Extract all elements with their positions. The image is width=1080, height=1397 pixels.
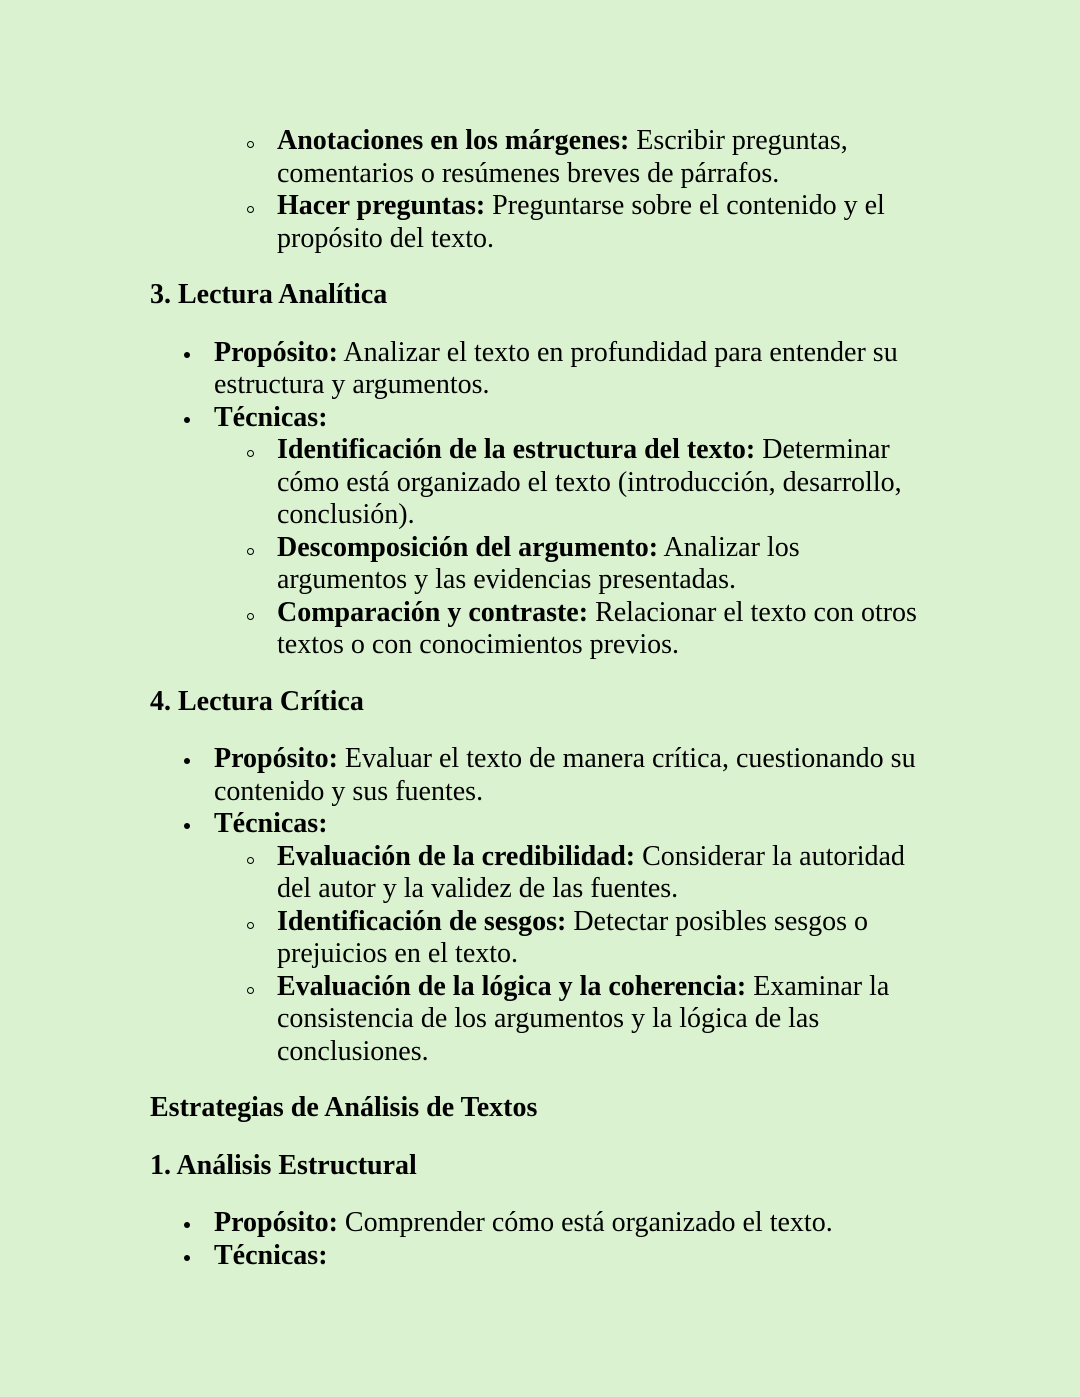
techniques-sublist <box>214 434 930 662</box>
document-page <box>0 125 1080 1272</box>
section-heading-analisis-estructural: 1. Análisis Estructural <box>150 1149 417 1181</box>
purpose-item: Propósito: Comprender cómo está organizado el texto. <box>214 1207 930 1240</box>
lectura-analitica-list <box>0 337 1080 662</box>
section-heading-lectura-critica: 4. Lectura Crítica <box>150 685 364 717</box>
purpose-item: Propósito: Evaluar el texto de manera crítica, cuestionando su contenido y sus fuentes. <box>214 743 930 808</box>
lectura-critica-list <box>0 743 1080 1068</box>
techniques-item: Técnicas: Evaluación de la credibilidad: Considerar la autoridad del autor y la validez de las fuentes. Identificación de sesgos: Detectar posibles sesgos o prejuicios en el texto. Evaluación de la lógica y la coherencia: Examinar la consistencia de los argumentos y la lógica de las conclusiones. <box>214 808 930 1068</box>
list-item: Identificación de sesgos: Detectar posibles sesgos o prejuicios en el texto. <box>277 906 930 971</box>
list-item: Evaluación de la credibilidad: Considerar la autoridad del autor y la validez de las fuentes. <box>277 841 930 906</box>
list-item: Comparación y contraste: Relacionar el texto con otros textos o con conocimientos previos. <box>277 597 930 662</box>
analisis-estructural-list <box>0 1207 1080 1272</box>
list-item: Identificación de la estructura del texto: Determinar cómo está organizado el texto (introducción, desarrollo, conclusión). <box>277 434 930 532</box>
section-heading-lectura-analitica: 3. Lectura Analítica <box>150 279 388 310</box>
list-item: Hacer preguntas: Preguntarse sobre el contenido y el propósito del texto. <box>277 190 930 255</box>
techniques-item: Técnicas: Identificación de la estructura del texto: Determinar cómo está organizado el texto (introducción, desarrollo, conclusión). Descomposición del argumento: Analizar los argumentos y las evidencias presentadas. Comparación y contraste: Relacionar el texto con otros textos o con conocimientos previos. <box>214 402 930 662</box>
list-item: Descomposición del argumento: Analizar los argumentos y las evidencias presentadas. <box>277 532 930 597</box>
techniques-item: Técnicas: <box>214 1240 930 1273</box>
list-item: Anotaciones en los márgenes: Escribir preguntas, comentarios o resúmenes breves de párrafos. <box>277 125 930 190</box>
section-heading-estrategias: Estrategias de Análisis de Textos <box>150 1092 538 1123</box>
list-item: Evaluación de la lógica y la coherencia: Examinar la consistencia de los argumentos y la lógica de las conclusiones. <box>277 971 930 1069</box>
techniques-sublist <box>214 841 930 1069</box>
margin-techniques-list <box>0 125 1080 255</box>
purpose-item: Propósito: Analizar el texto en profundidad para entender su estructura y argumentos. <box>214 337 930 402</box>
